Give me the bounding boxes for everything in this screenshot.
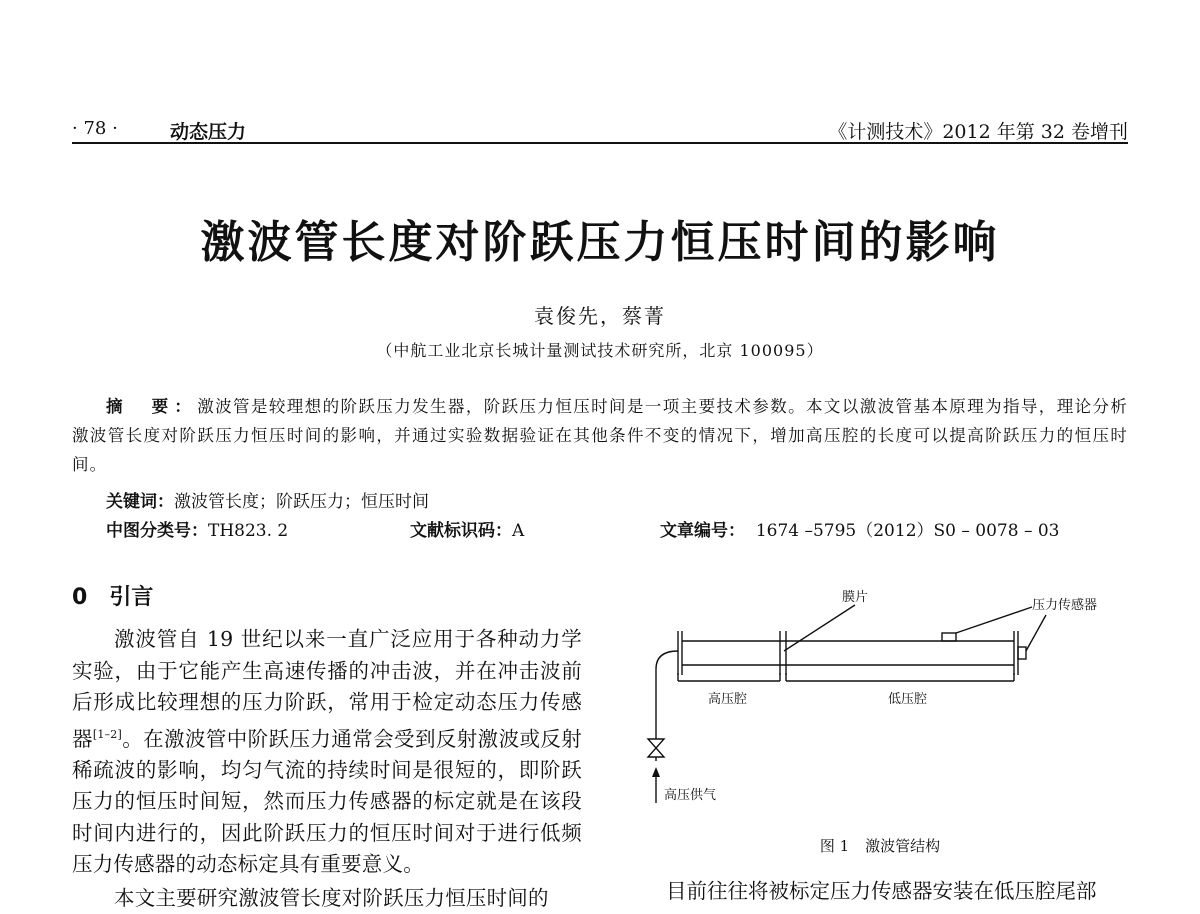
label-low-chamber: 低压腔 bbox=[888, 692, 928, 707]
supply-pipe bbox=[656, 651, 678, 739]
affiliation: （中航工业北京长城计量测试技术研究所，北京 100095） bbox=[376, 341, 824, 360]
clc-label: 中图分类号： bbox=[106, 521, 208, 541]
intro-next-line: 本文主要研究激波管长度对阶跃压力恒压时间的 bbox=[114, 885, 549, 910]
figure-number: 图 1 bbox=[819, 837, 850, 855]
right-column-text: 目前往往将被标定压力传感器安装在低压腔尾部 bbox=[666, 879, 1097, 903]
keywords-value: 激波管长度；阶跃压力；恒压时间 bbox=[174, 492, 429, 512]
abstract-label: 摘 要： bbox=[106, 397, 198, 416]
paper-title: 激波管长度对阶跃压力恒压时间的影响 bbox=[200, 217, 1000, 268]
section-header: 动态压力 bbox=[170, 121, 247, 143]
figure-caption bbox=[620, 835, 1140, 856]
end-sensor bbox=[1018, 647, 1026, 659]
article-value: 1674 –5795（2012）S0 – 0078 – 03 bbox=[755, 521, 1060, 541]
intro-paragraph bbox=[72, 624, 583, 910]
citation: [1–2] bbox=[92, 727, 123, 741]
abstract-text: 激波管是较理想的阶跃压力发生器，阶跃压力恒压时间是一项主要技术参数。本文以激波管基本原理为指导，理论分析激波管长度对阶跃压力恒压时间的影响，并通过实验数据验证在其他条件不变的情况下，增加高压腔的长度可以提高阶跃压力的恒压时间。 bbox=[72, 397, 1129, 474]
label-supply: 高压供气 bbox=[664, 788, 717, 803]
section-number: 0 bbox=[72, 585, 88, 610]
clc-number bbox=[106, 516, 288, 541]
keywords bbox=[106, 487, 429, 512]
document-code bbox=[410, 516, 524, 541]
intro-text-1: 激波管自 19 世纪以来一直广泛应用于各种动力学实验，由于它能产生高速传播的冲击波，并在冲击波前后形成比较理想的压力阶跃，常用于检定动态压力传感器 bbox=[72, 627, 582, 751]
valve-symbol bbox=[648, 739, 664, 757]
authors: 袁俊先，蔡菁 bbox=[534, 304, 666, 328]
clc-value: TH823. 2 bbox=[208, 521, 289, 541]
label-membrane: 膜片 bbox=[842, 590, 869, 605]
journal-header: 《计测技术》2012 年第 32 卷增刊 bbox=[828, 121, 1128, 143]
shock-tube-diagram bbox=[620, 585, 1140, 835]
header-rule bbox=[72, 142, 1128, 144]
doc-label: 文献标识码： bbox=[410, 521, 512, 541]
section-heading bbox=[72, 580, 153, 611]
label-sensor: 压力传感器 bbox=[1032, 598, 1098, 613]
article-number bbox=[660, 516, 1059, 541]
sensor-leader bbox=[956, 607, 1032, 633]
top-sensor bbox=[942, 633, 956, 641]
keywords-label: 关键词： bbox=[106, 492, 174, 512]
end-sensor-leader bbox=[1026, 615, 1046, 651]
intro-text-2: 。在激波管中阶跃压力通常会受到反射激波或反射稀疏波的影响，均匀气流的持续时间是很短的，即阶跃压力的恒压时间短，然而压力传感器的标定就是在该段时间内进行的，因此阶跃压力的恒压时间对于进行低频压力传感器的动态标定具有重要意义。 bbox=[72, 726, 583, 877]
label-high-chamber: 高压腔 bbox=[708, 692, 748, 707]
page-number: · 78 · bbox=[72, 118, 118, 139]
section-title: 引言 bbox=[109, 585, 154, 610]
figure-title: 激波管结构 bbox=[865, 837, 941, 855]
abstract bbox=[72, 392, 1128, 479]
article-label: 文章编号： bbox=[660, 521, 745, 541]
membrane-leader bbox=[784, 605, 855, 651]
doc-value: A bbox=[512, 521, 525, 541]
